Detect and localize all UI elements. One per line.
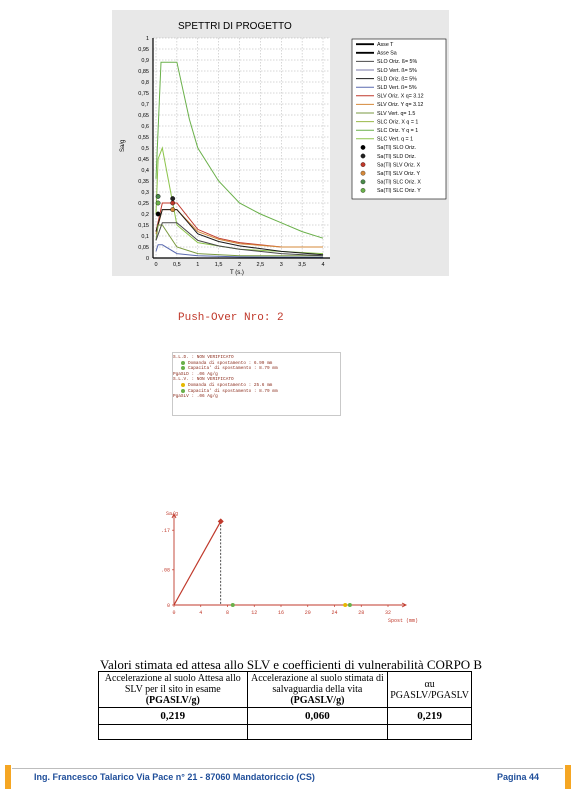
slv-demand: Domanda di spostamento : 25.6 mm: [188, 383, 273, 389]
spectra-ytick: 0,05: [138, 245, 149, 251]
spectra-ytick: 0,15: [138, 223, 149, 229]
spectra-point-1: [171, 207, 175, 211]
spectra-point-5: [156, 212, 160, 216]
spectra-point-4: [156, 201, 160, 205]
header-expected-pga-unit: (PGASLV/g): [145, 695, 200, 706]
footer-accent-left: [5, 765, 11, 789]
pushover-point-0: [218, 518, 224, 524]
footer-accent-right: [565, 765, 571, 789]
header-alpha: [388, 672, 472, 708]
spectra-point-2: [171, 196, 175, 200]
pushover-xtick: 16: [277, 610, 285, 616]
legend-label: SLO Oriz. ß= 5%: [377, 59, 418, 66]
legend-label: Sa(Tl) SLO Oriz.: [377, 145, 417, 152]
legend-label: Sa(Tl) SLV Oriz. Y: [377, 171, 421, 177]
pushover-xtick: 20: [304, 610, 311, 616]
sld-demand: Domanda di spostamento : 6.99 mm: [188, 360, 273, 366]
spectra-chart: [112, 10, 449, 276]
footer-divider: [12, 768, 563, 769]
legend-label: Sa(Tl) SLC Oriz. X: [377, 179, 421, 186]
pushover-xtick: 8: [225, 610, 230, 616]
spectra-xlabel: T (s.): [230, 270, 244, 276]
spectra-ytick: 0,65: [138, 113, 149, 119]
pushover-curve: [174, 521, 221, 605]
spectra-ytick: 0,95: [138, 47, 149, 53]
cell-alpha: 0,219: [388, 708, 472, 725]
pushover-chart: [150, 505, 450, 630]
footer-address: Ing. Francesco Talarico Via Pace n° 21 - 87060 Mandatoriccio (CS): [34, 772, 315, 782]
spectra-ytick: 0,7: [141, 102, 149, 108]
sld-pga: PgaSLD : .06 Ag/g: [173, 371, 218, 377]
header-estimated-pga-unit: (PGASLV/g): [290, 695, 345, 706]
pushover-point-1: [231, 603, 235, 607]
spectra-point-0: [171, 201, 175, 205]
spectra-ytick: 0,6: [141, 124, 149, 130]
slv-header: S.L.V. : NON VERIFICATO: [173, 377, 234, 383]
cell-expected-pga: 0,219: [99, 708, 248, 725]
pushover-ytick: .08: [160, 567, 170, 574]
header-alpha-symbol: αu: [424, 678, 435, 690]
pushover-xtick: 28: [358, 610, 365, 616]
spectra-ytick: 0: [145, 256, 149, 262]
vulnerability-table: [98, 671, 472, 740]
spectra-xtick: 0,5: [173, 262, 181, 268]
pushover-ytick: 0: [166, 602, 170, 609]
pushover-point-2: [343, 603, 347, 607]
pushover-xtick: 32: [384, 610, 392, 616]
spectra-xtick: 1,5: [214, 262, 223, 268]
slv-capacity: Capacita' di spostamento : 8.79 mm: [188, 388, 278, 394]
legend-label: Asse Sa: [377, 50, 397, 57]
pushover-xtick: 0: [172, 610, 176, 616]
legend-label: SLD Oriz. ß= 5%: [377, 76, 417, 83]
legend-label: SLV Oriz. X q= 3.12: [377, 93, 424, 100]
spectra-xtick: 0: [154, 262, 158, 268]
header-expected-pga: [99, 672, 248, 708]
spectra-point-3: [156, 194, 160, 198]
spectra-xtick: 3,5: [298, 262, 306, 268]
spectra-ytick: 0,8: [141, 80, 149, 86]
cell-empty-3: [388, 725, 472, 740]
spectra-xtick: 2: [237, 262, 242, 268]
spectra-xtick: 4: [321, 262, 325, 268]
cell-estimated-pga: 0,060: [247, 708, 388, 725]
header-alpha-ratio: PGASLV/PGASLV: [390, 689, 469, 701]
spectra-ytick: 0,9: [141, 58, 149, 64]
table-header-row: [99, 672, 472, 708]
spectra-ytick: 1: [145, 36, 149, 42]
pushover-xtick: 4: [199, 610, 203, 616]
pushover-ylabel: Sa/g: [166, 511, 179, 517]
footer-page-number: Pagina 44: [497, 772, 540, 782]
pushover-xlabel: Spost (mm): [388, 618, 419, 624]
spectra-title: SPETTRI DI PROGETTO: [178, 21, 292, 32]
spectra-ytick: 0,3: [141, 190, 149, 196]
legend-dot-icon: [361, 188, 365, 192]
pushover-point-3: [348, 603, 352, 607]
table-caption: Valori stimata ed attesa allo SLV e coefficienti di vulnerabilità CORPO B: [100, 657, 483, 672]
legend-label: Sa(Tl) SLV Oriz. X: [377, 162, 421, 169]
legend-label: SLV Oriz. Y q= 3.12: [377, 102, 424, 109]
legend-label: SLD Vert. ß= 5%: [377, 85, 417, 91]
spectra-ytick: 0,45: [138, 157, 149, 163]
header-estimated-pga: [247, 672, 388, 708]
table-row: [99, 708, 472, 725]
legend-label: SLC Vert. q = 1: [377, 136, 414, 143]
legend-dot-icon: [361, 171, 365, 175]
spectra-ytick: 0,2: [141, 212, 149, 218]
spectra-ytick: 0,5: [141, 146, 149, 152]
sld-header: S.L.D. : NON VERIFICATO: [173, 355, 234, 360]
slv-demand-dot-icon: [181, 383, 185, 387]
legend-dot-icon: [361, 145, 365, 149]
legend-dot-icon: [361, 180, 365, 184]
legend-label: Sa(Tl) SLC Oriz. Y: [377, 188, 421, 195]
pushover-xtick: 24: [331, 610, 338, 616]
legend-dot-icon: [361, 154, 365, 158]
spectra-ylabel: Sa/g: [120, 139, 126, 152]
spectra-ytick: 0,75: [138, 91, 149, 97]
legend-label: Sa(Tl) SLD Oriz.: [377, 153, 416, 160]
spectra-xtick: 1: [196, 262, 200, 268]
spectra-xtick: 3: [279, 262, 283, 268]
table-row-empty: [99, 725, 472, 740]
legend-label: Asse T: [377, 42, 394, 48]
cell-empty-2: [247, 725, 388, 740]
spectra-ytick: 0,35: [138, 179, 149, 185]
header-estimated-pga-text: Accelerazione al suolo stimata di salvaguardia della vita: [251, 673, 384, 695]
spectra-ytick: 0,1: [141, 234, 149, 240]
spectra-ytick: 0,25: [138, 201, 149, 207]
cell-empty-1: [99, 725, 248, 740]
slv-capacity-dot-icon: [181, 389, 185, 393]
verification-box: [172, 352, 341, 416]
pushover-ytick: .17: [160, 528, 170, 534]
legend-label: SLC Oriz. X q = 1: [377, 119, 419, 126]
legend-label: SLV Vert. q= 1.5: [377, 110, 416, 117]
sld-demand-dot-icon: [181, 361, 185, 365]
header-expected-pga-text: Accelerazione al suolo Attesa allo SLV per il sito in esame: [104, 673, 241, 695]
slv-pga: PgaSLV : .06 Ag/g: [173, 394, 218, 400]
pushover-title: Push-Over Nro: 2: [178, 312, 284, 324]
sld-capacity: Capacita' di spostamento : 8.79 mm: [188, 366, 278, 372]
legend-dot-icon: [361, 162, 365, 166]
spectra-ytick: 0,55: [138, 135, 149, 141]
legend-label: SLO Vert. ß= 5%: [377, 67, 417, 74]
legend-label: SLC Oriz. Y q = 1: [377, 128, 419, 134]
spectra-ytick: 0,85: [138, 69, 149, 75]
spectra-xtick: 2,5: [256, 262, 265, 268]
pushover-xtick: 12: [251, 610, 258, 616]
spectra-ytick: 0,4: [141, 168, 149, 174]
sld-capacity-dot-icon: [181, 366, 185, 370]
